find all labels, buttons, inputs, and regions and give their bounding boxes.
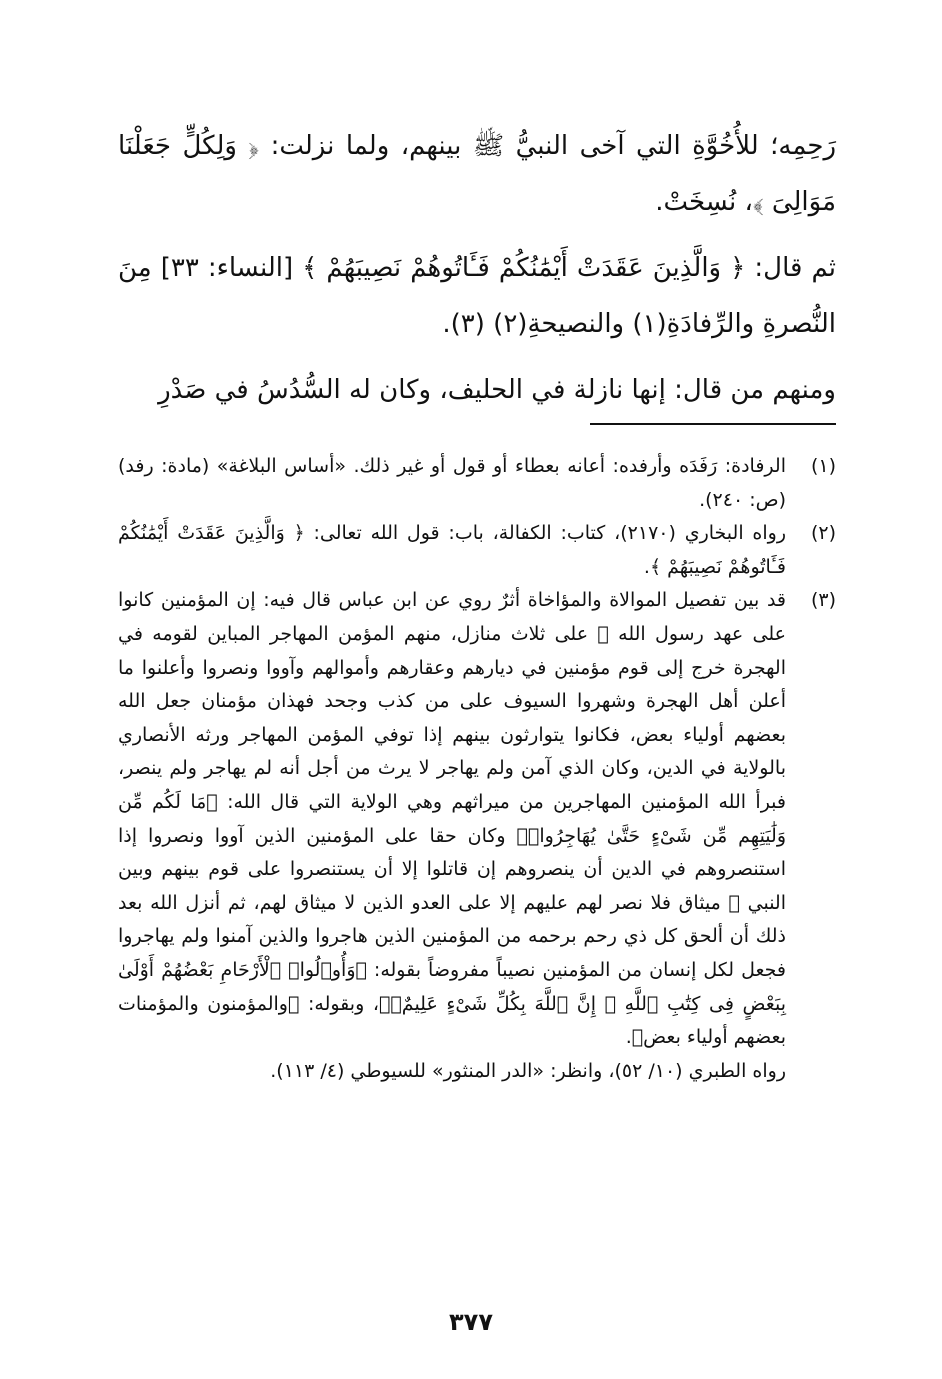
footnote-text: رواه البخاري (٢١٧٠)، كتاب: الكفالة، باب: قول الله تعالى: ﴿ وَالَّذِينَ عَقَدَتْ أَيْمَٰنُكُمْ فَـَٔاتُوهُمْ نَصِيبَهُمْ ﴾. [118,522,786,578]
footnote-1 [118,450,836,517]
main-paragraph-1: رَحِمِه؛ للأُخُوَّةِ التي آخى النبيُّ ﷺ بينهم، ولما نزلت: ﴿ وَلِكُلٍّ جَعَلْنَا مَوَالِىَ ﴾، نُسِخَتْ. [118,131,836,217]
paragraph-gap [118,230,836,240]
footnote-3-source: رواه الطبري (١٠/ ٥٢)، وانظر: «الدر المنثور» للسيوطي (٤/ ١١٣). [270,1059,786,1082]
main-text [118,118,836,418]
footnote-number: (٢) [810,522,836,545]
footnote-text: قد بين تفصيل الموالاة والمؤاخاة أثرٌ روي عن ابن عباس قال فيه: إن المؤمنين كانوا على عهد رسول الله ﷺ على ثلاث منازل، منهم المؤمن المهاجر المباين لقومه في الهجرة خرج إلى قوم مؤمنين في ديارهم وعقارهم وأموالهم وآووا ونصروا وأعلنوا ما أعلن أهل الهجرة وشهروا السيوف على من كذب وجحد فهذان مؤمنان جعل الله بعضهم أولياء بعض، فكانوا يتوارثون بينهم إذا توفي المؤمن المهاجر ورثه الأنصاري بالولاية في الدين، وكان الذي آمن ولم يهاجر لا يرث من أجل أنه لم يهاجر ولم ينصر، فبرأ الله المؤمنين المهاجرين من ميراثهم وهي الولاية التي قال الله: ﴿مَا لَكُم مِّن وَلَٰيَتِهِم مِّن شَىْءٍ حَتَّىٰ يُهَاجِرُوا۟﴾ وكان حقا على المؤمنين الذين آووا ونصروا إذا استنصروهم في الدين أن ينصروهم إن قاتلوا إلا أن يستنصروا على قوم بينهم وبين النبي ﷺ ميثاق فلا نصر لهم عليهم إلا على العدو الذين لا ميثاق لهم، ثم أنزل الله بعد ذلك أن ألحق كل ذي رحم برحمه من المؤمنين الذين هاجروا والذين آمنوا ولم يهاجروا فجعل لكل إنسان من المؤمنين نصيباً مفروضاً بقوله: ﴿وَأُو۟لُوا۟ ٱلْأَرْحَامِ بَعْضُهُمْ أَوْلَىٰ بِبَعْضٍ فِى كِتَٰبِ ٱللَّهِ ۗ إِنَّ ٱللَّهَ بِكُلِّ شَىْءٍ عَلِيمٌۢ﴾، وبقوله: ﴿والمؤمنون والمؤمنات بعضهم أولياء بعض﴾. [118,589,786,1049]
footnote-divider [590,423,836,425]
footnote-text: الرفادة: رَفَدَه وأرفده: أعانه بعطاء أو قول أو غير ذلك. «أساس البلاغة» (مادة: رفد) (ص: ٢٤٠). [118,455,786,511]
paragraph-gap [118,352,836,362]
footnote-2 [118,517,836,584]
main-paragraph-3: ومنهم من قال: إنها نازلة في الحليف، وكان له السُّدُسُ في صَدْرِ [158,375,836,405]
footnote-number: (٣) [810,589,836,612]
footnotes [118,450,836,1088]
main-paragraph-2: ثم قال: ﴿ وَالَّذِينَ عَقَدَتْ أَيْمَٰنُكُمْ فَـَٔاتُوهُمْ نَصِيبَهُمْ ﴾ [النساء: ٣٣] مِنَ النُّصرةِ والرِّفادَةِ(١) والنصيحةِ(٢) (٣). [118,253,836,339]
footnote-number: (١) [810,455,836,477]
footnote-3 [118,584,836,1054]
page-number: ٣٧٧ [449,1308,493,1336]
